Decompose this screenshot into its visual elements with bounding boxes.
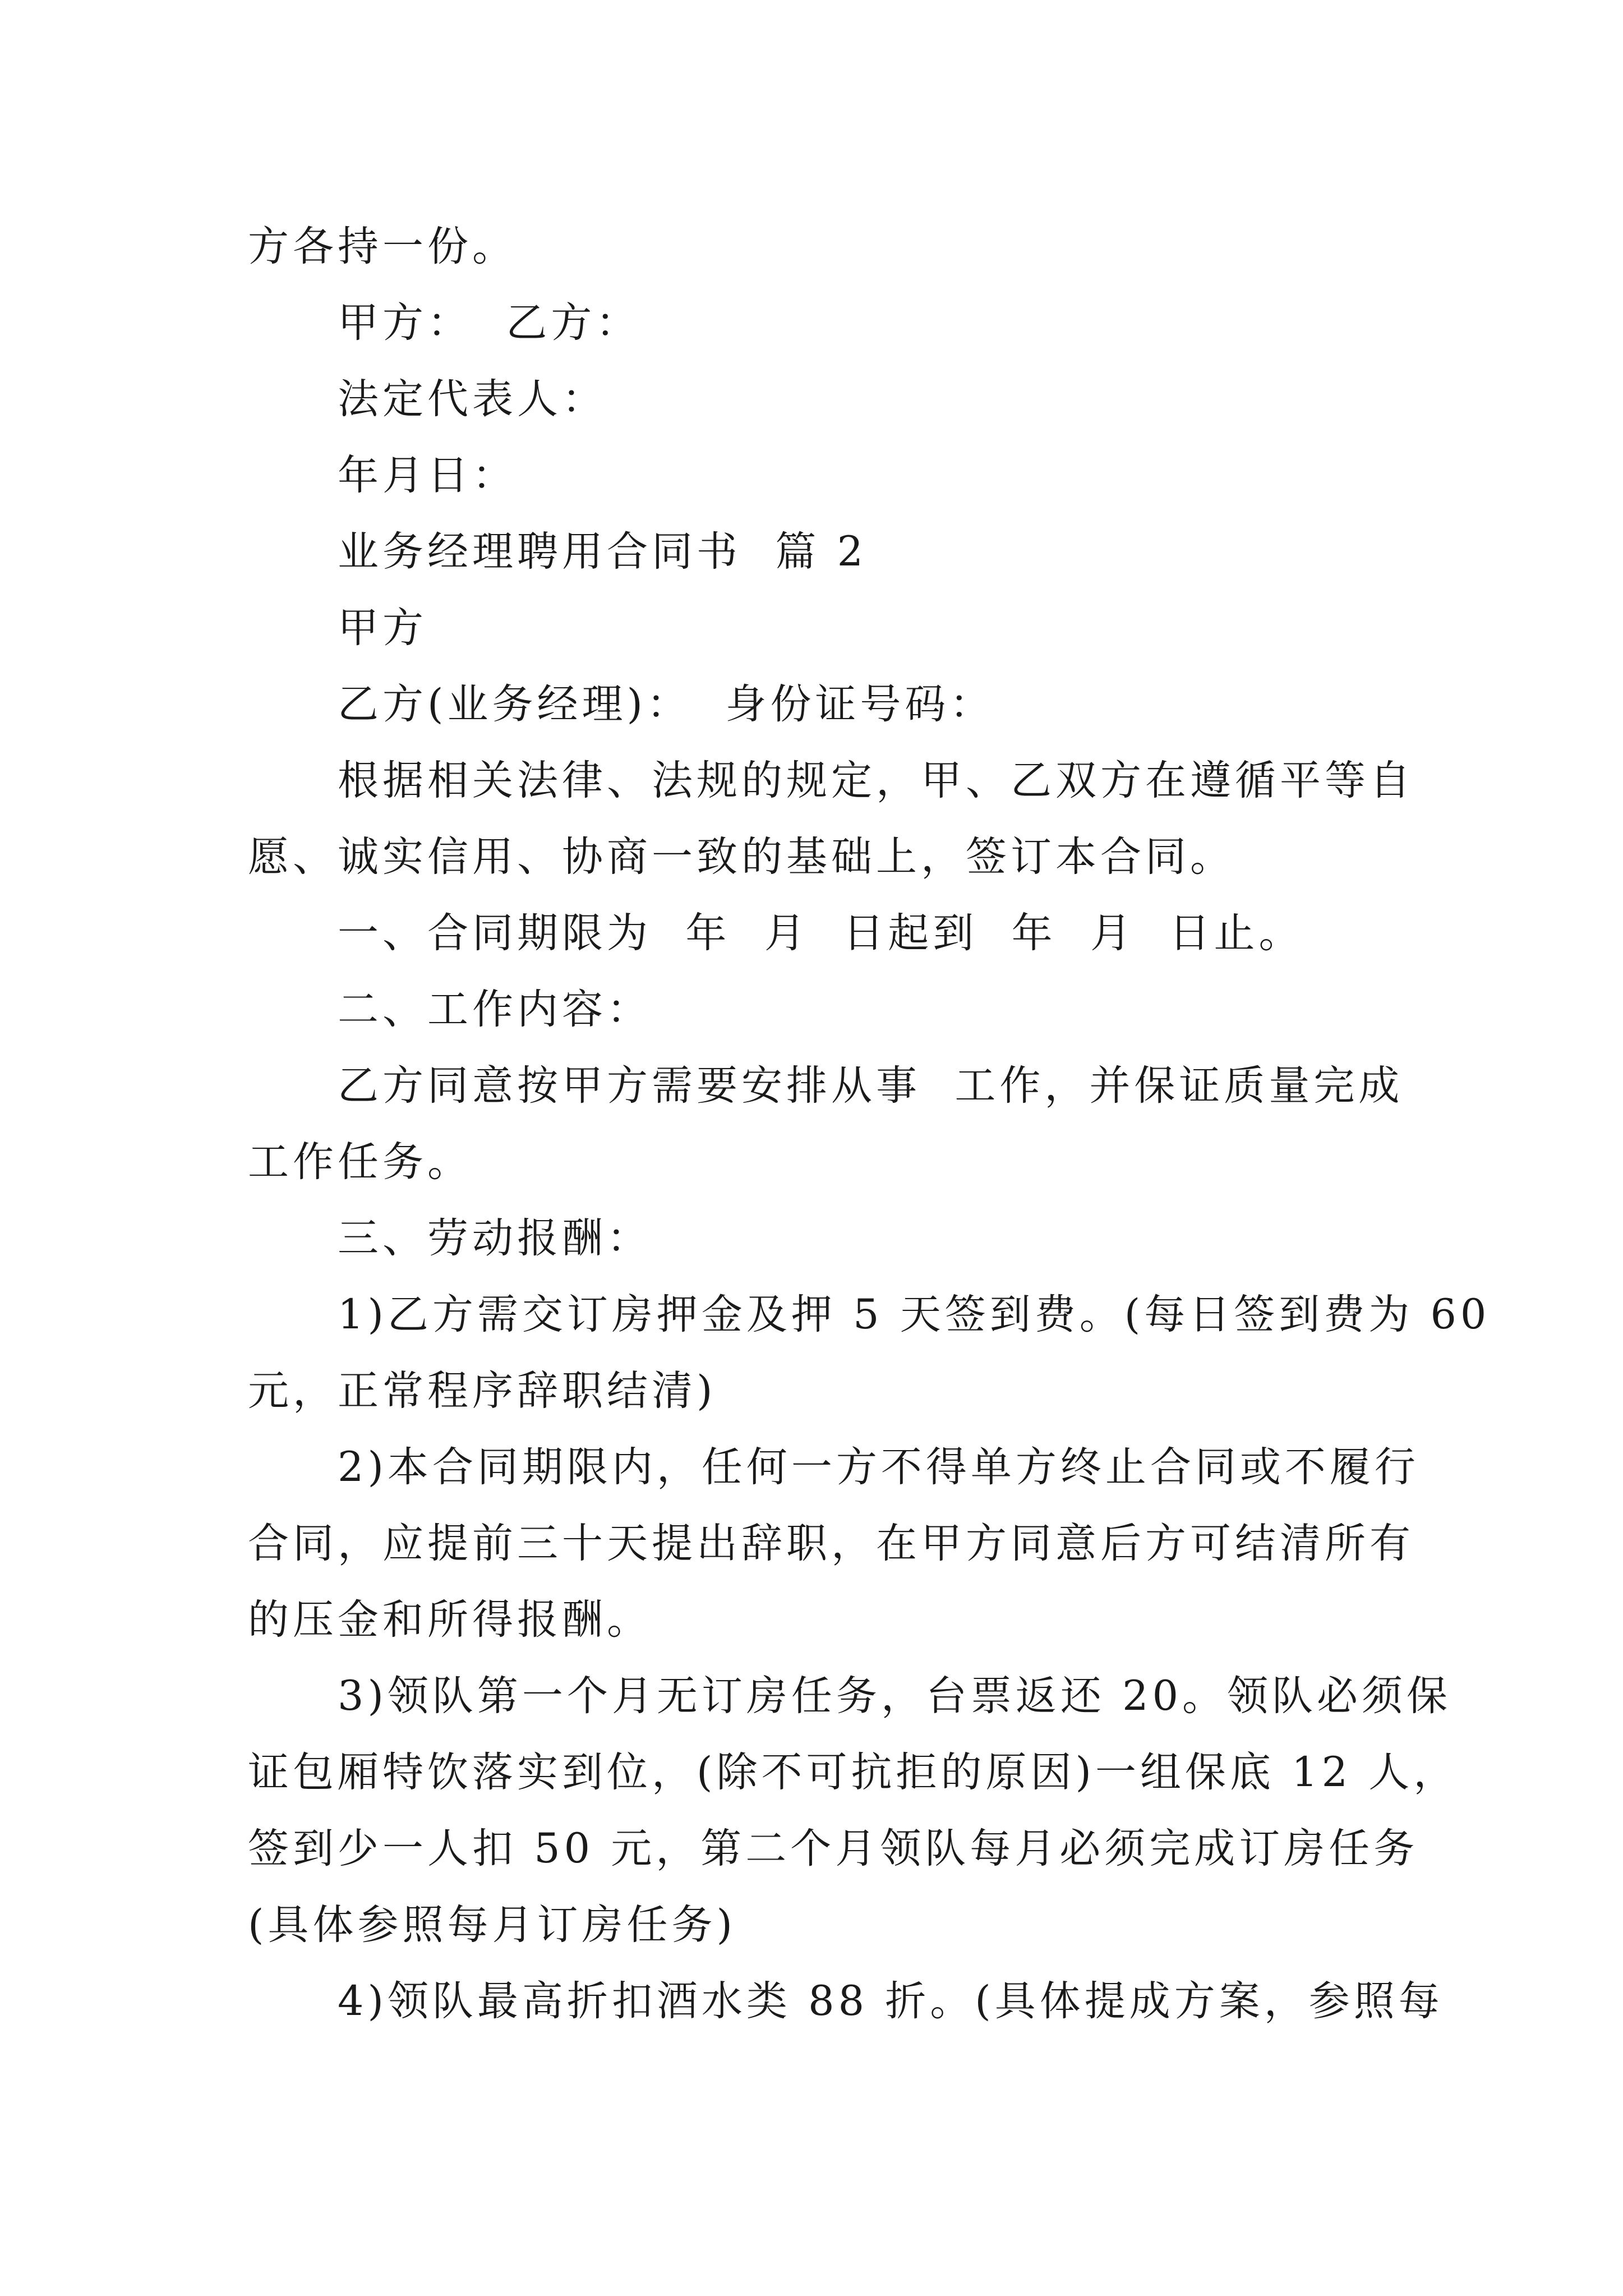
text-line: 证包厢特饮落实到位，(除不可抗拒的原因)一组保底 12 人，: [248, 1749, 1459, 1796]
text-line: 3)领队第一个月无订房任务，台票返还 20。领队必须保: [338, 1672, 1452, 1720]
text-line: 三、劳动报酬：: [338, 1214, 652, 1262]
text-line: 工作任务。: [248, 1138, 472, 1186]
text-line: 愿、诚实信用、协商一致的基础上，签订本合同。: [248, 833, 1235, 881]
text-line: 二、工作内容：: [338, 986, 652, 1033]
section-heading: 业务经理聘用合同书 篇 2: [338, 528, 868, 576]
text-line: 方各持一份。: [248, 223, 517, 270]
text-line: 乙方(业务经理)： 身份证号码：: [338, 680, 995, 728]
text-line: 签到少一人扣 50 元，第二个月领队每月必须完成订房任务: [248, 1825, 1419, 1872]
text-line: 一、合同期限为 年 月 日起到 年 月 日止。: [338, 909, 1304, 957]
text-line: 法定代表人：: [338, 375, 607, 423]
text-line: 4)领队最高折扣酒水类 88 折。(具体提成方案，参照每: [338, 1977, 1444, 2025]
text-line: 根据相关法律、法规的规定，甲、乙双方在遵循平等自: [338, 757, 1414, 804]
document-body: [248, 209, 1491, 2040]
text-line: 甲方： 乙方：: [338, 299, 641, 347]
text-line: 甲方: [338, 604, 427, 652]
text-line: 元，正常程序辞职结清): [248, 1367, 717, 1415]
text-line: 合同，应提前三十天提出辞职，在甲方同意后方可结清所有: [248, 1520, 1414, 1567]
text-line: 的压金和所得报酬。: [248, 1596, 652, 1644]
text-line: 2)本合同期限内，任何一方不得单方终止合同或不履行: [338, 1443, 1419, 1491]
text-line: 乙方同意按甲方需要安排从事 工作，并保证质量完成: [338, 1062, 1404, 1110]
text-line: 年月日：: [338, 452, 517, 499]
text-line: 1)乙方需交订房押金及押 5 天签到费。(每日签到费为 60: [338, 1291, 1491, 1338]
text-line: (具体参照每月订房任务): [248, 1901, 736, 1949]
